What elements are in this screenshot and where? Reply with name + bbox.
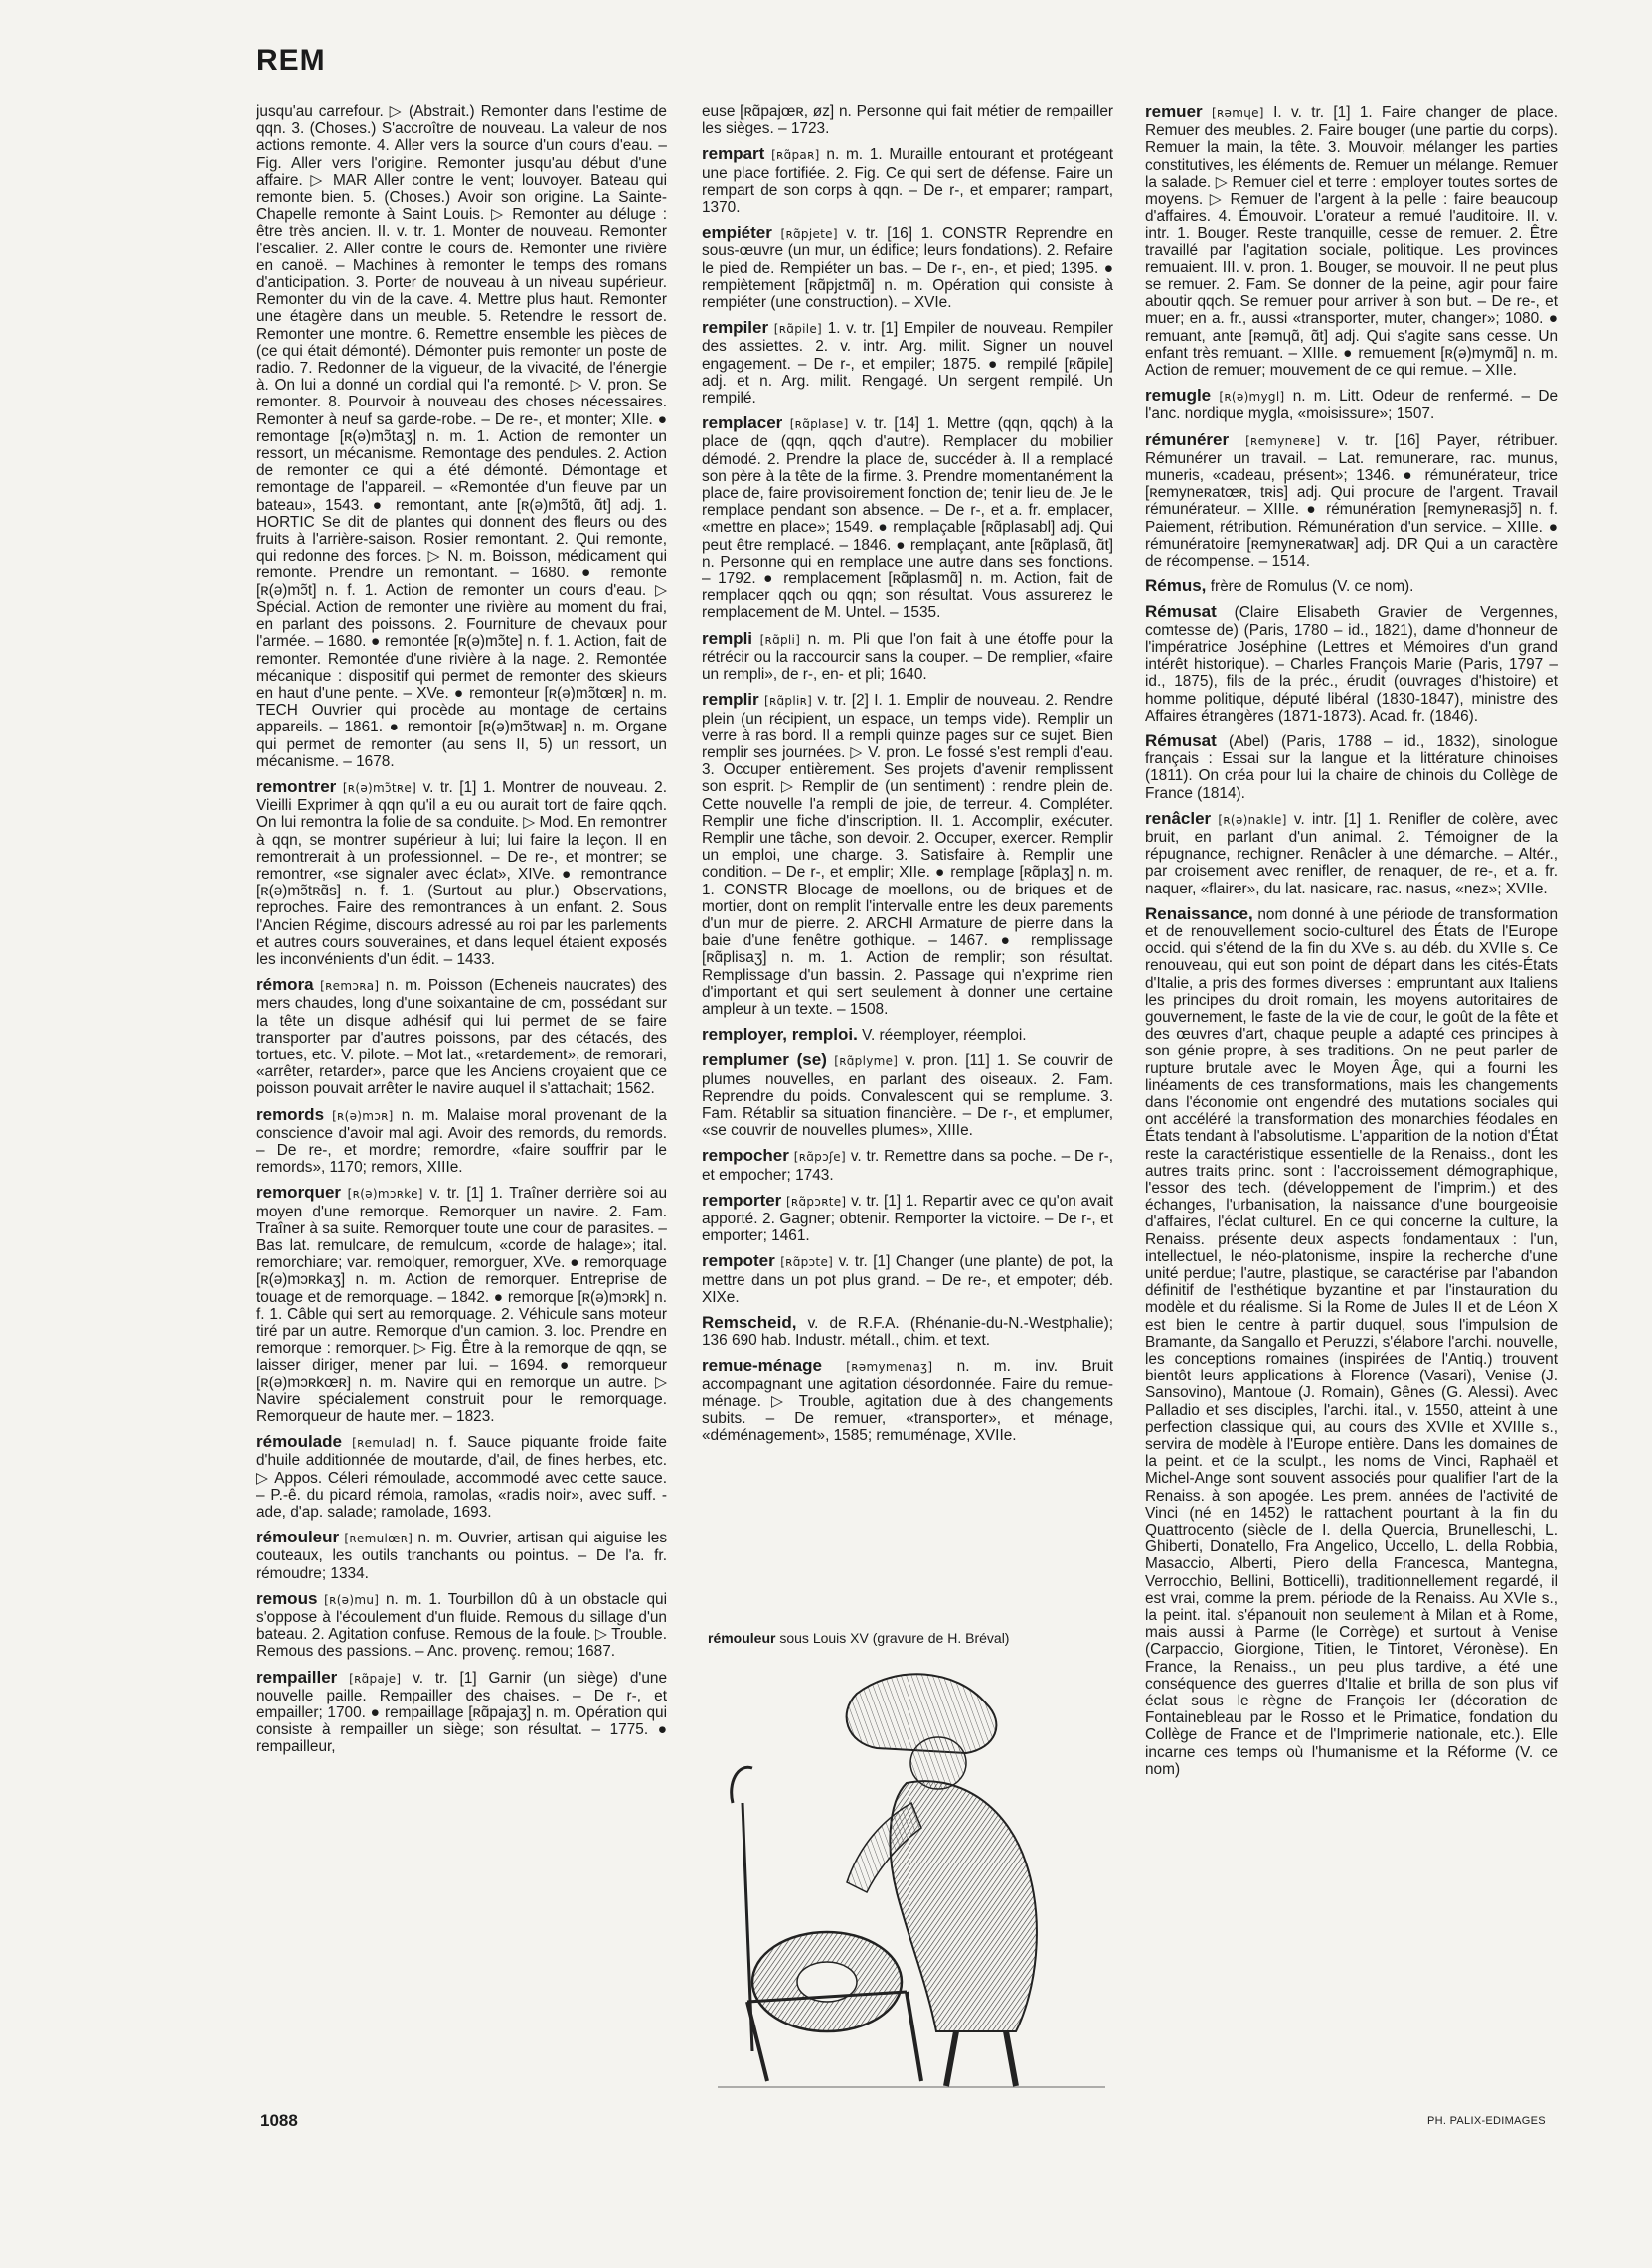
entry-headword: rémoulade: [256, 1432, 342, 1452]
dictionary-entry: [702, 1147, 1113, 1183]
column-1: [256, 103, 667, 2091]
entry-definition: 1. v. tr. [1] Empiler de nouveau. Rempiler des assiettes. 2. v. intr. Arg. milit. Signer un nouvel engagement. – De r-, et empiler; 1875. ● rempilé [ʀɑ̃pile] adj. et n. Arg. milit. Rengagé. Un sergent rempilé. Un rempilé.: [702, 320, 1113, 407]
entry-definition: n. f. Sauce piquante froide faite d'huile additionnée de moutarde, d'ail, de fines herbes, etc. ▷ Appos. Céleri rémoulade, accommodé avec cette sauce. – P.-ê. du picard rémola, ramolas, «radis noir», avec suff. -ade, d'ap. salade; ramolade, 1693.: [256, 1434, 667, 1522]
entry-headword: rémouleur: [256, 1528, 340, 1547]
entry-phonetic: [ʀɑ̃plyme]: [834, 1054, 899, 1069]
dictionary-entry: [702, 319, 1113, 406]
dictionary-entry: [256, 1590, 667, 1661]
dictionary-entry: [1145, 810, 1558, 897]
dictionary-entry: [702, 691, 1113, 1018]
column-2: [702, 103, 1113, 1624]
dictionary-entry: [702, 414, 1113, 621]
entry-phonetic: [ʀɑ̃paje]: [349, 1671, 402, 1686]
dictionary-entry: [256, 1529, 667, 1582]
entry-phonetic: [ʀɑ̃pjete]: [780, 227, 838, 242]
dictionary-entry: [1145, 103, 1558, 379]
entry-headword: remue-ménage: [702, 1356, 822, 1376]
entry-headword: rempart: [702, 144, 765, 164]
entry-phonetic: [ʀ(ə)mɔʀke]: [347, 1187, 423, 1202]
dictionary-entry: [256, 103, 667, 770]
entry-definition: v. tr. [16] 1. CONSTR Reprendre en sous-œuvre (un mur, un édifice; leurs fondations). 2. Refaire le pied de. Rempiéter un bas. – De r-, en-, et pied; 1395. ● rempiètement [ʀɑ̃pjɛtmɑ̃] n. m. Opération qui consiste à rempiéter (une construction). – XVIe.: [702, 225, 1113, 312]
engraving-image: [708, 1654, 1115, 2091]
entry-phonetic: [ʀɑ̃pɔʀte]: [785, 1194, 847, 1209]
entry-definition: n. m. Ouvrier, artisan qui aiguise les couteaux, les outils tranchants ou pointus. – De l'a. fr. rémoudre; 1334.: [256, 1530, 667, 1582]
dictionary-entry: [702, 1314, 1113, 1349]
entry-headword: Rémusat: [1145, 602, 1217, 622]
entry-headword: Remscheid,: [702, 1313, 797, 1332]
entry-definition: nom donné à une période de transformation et de renouvellement socio-culturel des États de l'Europe occid. qui s'étend de la fin du XVe s. au déb. du XVIIe s. Ce renouveau, qui eut son point de départ dans les cités-États d'Italie, a pris des formes diverses : empruntant aux Italiens les principes du droit romain, les moyens autoritaires de gouvernement, le faste de la vie de cour, le goût de la fête et des œuvres d'art, chaque peuple a adapté ces principes à son génie propre, à ses traditions. On ne peut parler de rupture brutale avec le Moyen Âge, qui a fourni les linéaments de ces transformations, mais les changements dans l'économie ont engendré des mutations sociales qui ont accéléré la transformation des monarchies féodales en États tendant à l'absolutisme. L'apparition de la notion d'État reste la caractéristique essentielle de la Renaiss., dont les autres traits princ. sont : l'accroissement démographique, l'essor des tech. (développement de l'imprim.) et des échanges, l'urbanisation, la naissance d'une bourgeoisie d'affaires, l'éclat culturel. En ce qui concerne la culture, la Renaiss. présente deux aspects fondamentaux : l'un, intellectuel, le néo-platonisme, inspire la recherche d'une unité perdue; l'autre, plastique, se caractérise par l'abandon définitif de l'esthétique byzantine et par l'instauration du modèle et du réalisme. Si la Rome de Jules II et de Léon X est bien le centre à partir duquel, sous l'impulsion de Bramante, da Sangallo et Peruzzi, s'élabore l'archi. nouvelle, les conceptions romaines (inspirées de l'Antiq.) trouvent bientôt leurs applications à Florence (Vasari), Venise (J. Sansovino), Mantoue (J. Romain), Gênes (G. Alessi). Avec Palladio et ses disciples, l'archi. ital., v. 1550, atteint à une perfection classique qui, au cours des XVIIe et XVIIIe s., servira de modèle à l'Europe entière. Dans les domaines de la peint. et de la sculpt., les noms de Vinci, Raphaël et Michel-Ange sont souvent associés pour qualifier l'art de la Renaiss. à son apogée. Les prem. années de l'activité de Vinci (né en 1452) le rattachent pourtant à la fin du Quattrocento (siècle de I. della Quercia, Brunelleschi, L. Ghiberti, Donatello, Fra Angelico, Uccello, L. della Robbia, Masaccio, Alberti, Piero della Francesca, Mantegna, Verrocchio, Bellini, Botticelli), traditionnellement regardé, il est vrai, comme la prem. période de la Renaiss. Au XVIe s., la peint. ital. s'épanouit non seulement à Milan et à Rome, mais aussi à Parme (le Corrège) et surtout à Venise (Carpaccio, Giorgione, Titien, le Tintoret, Véronèse). En France, la Renaiss., un peu plus tardive, a été une conséquence des guerres d'Italie et brilla de son plus vif éclat sous le règne de François Ier (décoration de Fontainebleau par le Rosso et le Primatice, fondation du Collège de France et de l'Imprimerie nationale, etc.). Elle incarne ces temps où l'humanisme et la Réforme (V. ce nom): [1145, 905, 1558, 1778]
dictionary-entry: [702, 224, 1113, 311]
entry-definition: n. m. inv. Bruit accompagnant une agitation désordonnée. Faire du remue-ménage. ▷ Trouble, agitation due à des changements subits. – De remuer, «transporter», et ménage, «déménagement», 1585; remuménage, XVIIe.: [702, 1358, 1113, 1445]
entry-headword: rempli: [702, 628, 753, 648]
entry-phonetic: [ʀəmɥe]: [1212, 106, 1264, 120]
entry-headword: remous: [256, 1588, 318, 1608]
page-number: 1088: [260, 2111, 298, 2130]
dictionary-entry: [702, 1357, 1113, 1444]
entry-definition: euse [ʀɑ̃pajœʀ, øz] n. Personne qui fait métier de rempailler les sièges. – 1723.: [702, 103, 1113, 138]
dictionary-entry: [1145, 387, 1558, 422]
entry-definition: v. intr. [1] 1. Renifler de colère, avec bruit, en parlant d'un animal. 2. Témoigner de la répugnance, rechigner. Renâcler à une démarche. – Altér., par croisement avec renifler, de renaquer, de re-, et a. fr. naquer, «flairer», du lat. nasicare, rac. nasus, «nez»; XVIIe.: [1145, 810, 1558, 897]
entry-phonetic: [ʀ(ə)mu]: [324, 1592, 380, 1607]
entry-definition: v. tr. [16] Payer, rétribuer. Rémunérer un travail. – Lat. remunerare, rac. munus, muneris, «cadeau, présent»; 1346. ● rémunérateur, trice [ʀemyneʀatœʀ, tʀis] adj. Qui procure de l'argent. Travail rémunérateur. – XIIIe. ● rémunération [ʀemyneʀasjɔ̃] n. f. Paiement, rétribution. Rémunération d'un service. – XIIIe. ● rémunératoire [ʀemyneʀatwaʀ] adj. DR Qui a un caractère de récompense. – 1514.: [1145, 431, 1558, 570]
entry-headword: remugle: [1145, 386, 1212, 405]
dictionary-entry: [256, 1106, 667, 1177]
entry-headword: remplir: [702, 690, 759, 710]
dictionary-entry: [702, 1252, 1113, 1306]
entry-definition: v. tr. [1] 1. Montrer de nouveau. 2. Vieilli Exprimer à qqn qu'il a eu ou aurait tort de faire qqch. On lui remontra la folie de sa conduite. ▷ Mod. En remontrer à qqn, se montrer supérieur à lui; lui faire la leçon. Il en remontrerait à un professionnel. – De re-, et montrer; se remontrer, «se signaler avec éclat», XIVe. ● remontrance [ʀ(ə)mɔ̃tʀɑ̃s] n. f. 1. (Surtout au plur.) Observations, reproches. Faire des remontrances à un enfant. 2. Sous l'Ancien Régime, discours adressé au roi par les parlements et autres cours souveraines, et dans lequel étaient exposés les inconvénients d'un édit. – 1433.: [256, 778, 667, 968]
caption-title: rémouleur: [708, 1630, 776, 1646]
entry-definition: jusqu'au carrefour. ▷ (Abstrait.) Remonter dans l'estime de qqn. 3. (Choses.) S'accroître de nouveau. La valeur de nos actions remonte. 4. Aller vers la source d'un cours d'eau. – Fig. Aller vers l'origine. Remonter jusqu'au début d'une affaire. ▷ MAR Aller contre le vent; louvoyer. Bateau qui remonte bien. 5. (Choses.) Avoir son origine. La Sainte-Chapelle remonte à Saint Louis. ▷ Remonter au déluge : être très ancien. II. v. tr. 1. Monter de nouveau. Remonter l'escalier. 2. Aller contre le cours de. Remonter une rivière en canoë. – Machines à remonter le temps des romans d'anticipation. 3. Porter de nouveau à un niveau supérieur. Remonter du vin de la cave. 4. Mettre plus haut. Remonter une étagère dans un meuble. 5. Retendre le ressort de. Remonter une montre. 6. Remettre ensemble les pièces de (ce qui était démonté). Démonter puis remonter un poste de radio. 7. Redonner de la vigueur, de la vivacité, de l'énergie à. On lui a donné un cordial qui l'a remonté. ▷ V. pron. Se remonter. 8. Pourvoir à nouveau des choses nécessaires. Remonter à neuf sa garde-robe. – De re-, et monter; XIIe. ● remontage [ʀ(ə)mɔ̃taʒ] n. m. 1. Action de remonter un ressort, un mécanisme. Remontage des pendules. 2. Action de remonter ce qui a été démonté. Démontage et remontage de l'appareil. – «Remontée d'un fleuve par un bateau», 1543. ● remontant, ante [ʀ(ə)mɔ̃tɑ̃, ɑ̃t] adj. 1. HORTIC Se dit de plantes qui donnent des fleurs ou des fruits à l'arrière-saison. Rosier remontant. 2. Qui remonte, qui redonne des forces. ▷ N. m. Boisson, médicament qui remonte. Prendre un remontant. – 1680. ● remonte [ʀ(ə)mɔ̃t] n. f. 1. Action de remonter un cours d'eau. ▷ Spécial. Action de remonter une rivière au moment du frai, en parlant des poissons. 2. Fourniture de chevaux pour l'armée. – 1680. ● remontée [ʀ(ə)mɔ̃te] n. f. 1. Action, fait de remonter. Remontée d'une rivière à la nage. 2. Remontée mécanique : dispositif qui permet de remonter des skieurs en haut d'une pente. – XVe. ● remonteur [ʀ(ə)mɔ̃tœʀ] n. m. TECH Ouvrier qui procède au montage de certains appareils. – 1861. ● remontoir [ʀ(ə)mɔ̃twaʀ] n. m. Organe qui permet de remonter (au sens II, 5) un ressort, un mécanisme. – 1678.: [256, 103, 667, 770]
dictionary-entry: [256, 778, 667, 968]
dictionary-entry: [1145, 577, 1558, 595]
entry-phonetic: [ʀɑ̃pɔʃe]: [793, 1150, 846, 1165]
entry-definition: v. tr. [1] 1. Repartir avec ce qu'on avait apporté. 2. Gagner; obtenir. Remporter la victoire. – De r-, et emporter; 1461.: [702, 1192, 1113, 1245]
dictionary-entry: [702, 1192, 1113, 1245]
entry-headword: remuer: [1145, 103, 1203, 121]
entry-headword: remplumer (se): [702, 1051, 827, 1070]
dictionary-entry: [702, 1052, 1113, 1139]
dictionary-entry: [256, 1184, 667, 1425]
dictionary-entry: [702, 630, 1113, 684]
entry-phonetic: [ʀəmymenaʒ]: [846, 1360, 933, 1375]
entry-definition: n. m. 1. Muraille entourant et protégeant une place fortifiée. 2. Fig. Ce qui sert de défense. Faire un rempart de son corps à qqn. – De r-, et emparer; rampart, 1370.: [702, 146, 1113, 217]
photo-credit: PH. PALIX-EDIMAGES: [1427, 2115, 1546, 2127]
dictionary-entry: [1145, 905, 1558, 1778]
entry-phonetic: [ʀemɔʀa]: [320, 979, 380, 994]
entry-definition: v. de R.F.A. (Rhénanie-du-N.-Westphalie); 136 690 hab. Industr. métall., chim. et text.: [702, 1315, 1113, 1350]
entry-phonetic: [ʀ(ə)mygl]: [1219, 390, 1285, 405]
entry-definition: v. pron. [11] 1. Se couvrir de plumes nouvelles, en parlant des oiseaux. 2. Fam. Reprendre du poids. Convalescent qui se remplume. 3. Fam. Rétablir sa situation financière. – De r-, et emplumer, «se couvrir de nouvelles plumes», XIIIe.: [702, 1053, 1113, 1140]
dictionary-entry: [702, 103, 1113, 137]
entry-phonetic: [ʀemulad]: [352, 1436, 416, 1451]
entry-headword: Rémus,: [1145, 576, 1207, 596]
entry-definition: v. tr. [1] Garnir (un siège) d'une nouvelle paille. Rempailler des chaises. – De r-, et empailler; 1700. ● rempaillage [ʀɑ̃pajaʒ] n. m. Opération qui consiste à rempailler un siège; son résultat. – 1775. ● rempailleur,: [256, 1669, 667, 1756]
dictionary-entry: [702, 145, 1113, 216]
caption-text: sous Louis XV (gravure de H. Bréval): [779, 1630, 1010, 1646]
entry-phonetic: [ʀɑ̃pɔte]: [780, 1255, 834, 1270]
entry-phonetic: [ʀ(ə)nakle]: [1218, 812, 1287, 827]
entry-headword: rempailler: [256, 1667, 338, 1687]
dictionary-entry: [256, 1669, 667, 1756]
entry-headword: remorquer: [256, 1183, 342, 1203]
dictionary-entry: [1145, 431, 1558, 570]
entry-headword: rémunérer: [1145, 429, 1230, 449]
entry-headword: remporter: [702, 1190, 782, 1210]
entry-headword: remployer, remploi.: [702, 1025, 858, 1045]
entry-definition: v. tr. [1] 1. Traîner derrière soi au moyen d'une remorque. Remorquer un navire. 2. Fam. Traîner à sa suite. Remorquer toute une cour de parasites. – Bas lat. remulcare, de remulcum, «corde de halage»; ital. remorchiare; var. remolquer, remorguer, XVe. ● remorquage [ʀ(ə)mɔʀkaʒ] n. m. Action de remorquer. Entreprise de touage et de remorquage. – 1842. ● remorque [ʀ(ə)mɔʀk] n. f. 1. Câble qui sert au remorquage. 2. Véhicule sans moteur tiré par un autre. Remorque d'un camion. 3. loc. Prendre en remorque : remorquer. ▷ Fig. Être à la remorque de qqn, se laisser diriger, mener par lui. – 1694. ● remorqueur [ʀ(ə)mɔʀkœʀ] n. m. Navire qui en remorque un autre. ▷ Navire spécialement construit pour le remorquage. Remorqueur de haute mer. – 1823.: [256, 1185, 667, 1426]
running-header: REM: [256, 44, 326, 77]
dictionary-entry: [256, 1433, 667, 1521]
entry-headword: rempoter: [702, 1251, 775, 1271]
entry-definition: n. m. Poisson (Echeneis naucrates) des mers chaudes, long d'une soixantaine de cm, possédant sur la tête un disque adhésif qui lui permet de se faire transporter par d'autres poissons, par des cétacés, des tortues, etc. V. pilote. – Mot lat., «retardement», de remorari, «arrêter, retarder», parce que les Anciens croyaient que ce poisson pouvait arrêter le navire auquel il s'attachait; 1562.: [256, 977, 667, 1098]
dictionary-entry: [1145, 603, 1558, 724]
entry-definition: n. m. 1. Tourbillon dû à un obstacle qui s'oppose à l'écoulement d'un fluide. Remous du sillage d'un bateau. 2. Agitation confuse. Remous de la foule. ▷ Trouble. Remous des passions. – Anc. provenç. remou; 1687.: [256, 1590, 667, 1661]
entry-phonetic: [ʀ(ə)mɔ̃tʀe]: [342, 780, 417, 795]
entry-headword: rémora: [256, 975, 314, 995]
entry-definition: n. m. Litt. Odeur de renfermé. – De l'anc. nordique mygla, «moisissure»; 1507.: [1145, 388, 1558, 423]
entry-headword: Renaissance,: [1145, 903, 1253, 923]
entry-definition: v. tr. [2] I. 1. Emplir de nouveau. 2. Rendre plein (un récipient, un espace, un temps vide). Remplir un verre à ras bord. Il a rempli quinze pages sur ce sujet. Bien remplir ses journées. ▷ V. pron. Le fossé s'est rempli d'eau. 3. Occuper entièrement. Ses projets d'avenir remplissent son esprit. ▷ Remplir de (un sentiment) : rendre plein de. Cette nouvelle l'a rempli de joie, de terreur. 4. Compléter. Remplir une fiche d'inscription. II. 1. Accomplir, exécuter. Remplir une tâche, son devoir. 2. Occuper, exercer. Remplir un emploi, une charge. 3. Satisfaire à. Remplir une condition. – De r-, et emplir; XIIe. ● remplage [ʀɑ̃plaʒ] n. m. 1. CONSTR Blocage de moellons, ou de briques et de mortier, dont on remplit l'intervalle entre les deux parements d'un mur de pierre. 2. ARCHI Armature de pierre dans la baie d'une fenêtre gothique. – 1467. ● remplissage [ʀɑ̃plisaʒ] n. m. 1. Action de remplir; son résultat. Remplissage d'un bassin. 2. Passage qui n'exprime rien d'important et qui sert seulement à donner une certaine ampleur à un texte. – 1508.: [702, 692, 1113, 1018]
entry-phonetic: [ʀɑ̃pile]: [773, 322, 823, 337]
entry-definition: (Claire Elisabeth Gravier de Vergennes, comtesse de) (Paris, 1780 – id., 1821), dame d'honneur de l'impératrice Joséphine (Lettres et Mémoires d'un grand intérêt historique). – Charles François Marie (Paris, 1797 – id., 1875), fils de la préc., érudit (ouvrages d'histoire) et homme politique, député libéral (1830-1847), ministre des Affaires étrangères (1871-1873). Acad. fr. (1846).: [1145, 604, 1558, 725]
entry-headword: rempiler: [702, 318, 769, 338]
entry-phonetic: [ʀɑ̃pliʀ]: [763, 694, 813, 709]
entry-definition: v. tr. [14] 1. Mettre (qqn, qqch) à la place de (qqn, qqch d'autre). Remplacer du mobilier démodé. 2. Prendre la place de, succéder à. Il a remplacé son père à la tête de la firme. 3. Prendre momentanément la place de, faire provisoirement fonction de; tenir lieu de. Je le remplace pendant son absence. – De r-, et a. fr. emplacer, «mettre en place»; 1549. ● remplaçable [ʀɑ̃plasabl] adj. Qui peut être remplacé. – 1846. ● remplaçant, ante [ʀɑ̃plasɑ̃, ɑ̃t] n. Personne qui en remplace une autre dans ses fonctions. – 1792. ● remplacement [ʀɑ̃plasmɑ̃] n. m. Action, fait de remplacer qqch ou qqn; son résultat. Vous assurerez le remplacement de M. Untel. – 1535.: [702, 415, 1113, 622]
entry-headword: empiéter: [702, 223, 772, 243]
entry-definition: frère de Romulus (V. ce nom).: [1210, 578, 1414, 596]
entry-definition: v. tr. [1] Changer (une plante) de pot, la mettre dans un pot plus grand. – De re-, et empoter; déb. XIXe.: [702, 1253, 1113, 1306]
remouleur-engraving: [708, 1654, 1115, 2091]
illustration-caption: [708, 1630, 1105, 1646]
entry-definition: n. m. Pli que l'on fait à une étoffe pour la rétrécir ou la raccourcir sans la couper. – De remplier, «faire un rempli», de r-, en- et pli; 1640.: [702, 630, 1113, 684]
dictionary-entry: [1145, 732, 1558, 802]
entry-headword: renâcler: [1145, 808, 1212, 828]
entry-headword: Rémusat: [1145, 730, 1217, 750]
entry-headword: remplacer: [702, 413, 783, 433]
entry-phonetic: [ʀɑ̃plase]: [789, 417, 849, 432]
entry-definition: I. v. tr. [1] 1. Faire changer de place. Remuer des meubles. 2. Faire bouger (une partie du corps). Remuer la main, la tête. 3. Mouvoir, mélanger les parties constitutives, les éléments de. Remuer un mélange. Remuer la salade. ▷ Remuer ciel et terre : employer toutes sortes de moyens. ▷ Remuer de l'argent à la pelle : faire beaucoup d'affaires. 4. Émouvoir. L'orateur a remué l'auditoire. II. v. intr. 1. Bouger. Reste tranquille, cesse de remuer. 2. Être travaillé par l'agitation sociale, politique. Les provinces remuaient. III. v. pron. 1. Bouger, se mouvoir. Il ne peut plus se remuer. 2. Fam. Se donner de la peine, agir pour faire aboutir qqch. Se remuer pour arriver à son but. – De re-, et muer; en a. fr., aussi «transporter, muter, changer»; 1080. ● remuant, ante [ʀəmɥɑ̃, ɑ̃t] adj. Qui s'agite sans cesse. Un enfant très remuant. – XIIIe. ● remuement [ʀ(ə)mymɑ̃] n. m. Action de remuer; mouvement de ce qui remue. – XIIe.: [1145, 104, 1558, 380]
column-3: [1145, 103, 1558, 2091]
entry-phonetic: [ʀɑ̃paʀ]: [771, 148, 820, 163]
entry-definition: V. réemployer, réemploi.: [862, 1027, 1027, 1045]
entry-definition: n. m. Malaise moral provenant de la conscience d'avoir mal agi. Avoir des remords, du remords. – De re-, et mordre; remordre, «faire souffrir par le remords», 1170; remors, XIIIe.: [256, 1106, 667, 1177]
entry-headword: rempocher: [702, 1146, 789, 1166]
entry-phonetic: [ʀɑ̃pli]: [759, 632, 801, 647]
entry-phonetic: [ʀemulœʀ]: [344, 1532, 413, 1546]
entry-phonetic: [ʀemyneʀe]: [1245, 433, 1321, 448]
dictionary-entry: [702, 1026, 1113, 1044]
dictionary-entry: [256, 976, 667, 1097]
entry-phonetic: [ʀ(ə)mɔʀ]: [332, 1108, 394, 1123]
entry-headword: remords: [256, 1104, 325, 1124]
entry-headword: remontrer: [256, 776, 337, 796]
entry-definition: v. tr. Remettre dans sa poche. – De r-, et empocher; 1743.: [702, 1148, 1113, 1184]
entry-definition: (Abel) (Paris, 1788 – id., 1832), sinologue français : Essai sur la langue et la littérature chinoises (1811). On créa pour lui la chaire de chinois du Collège de France (1814).: [1145, 732, 1558, 802]
